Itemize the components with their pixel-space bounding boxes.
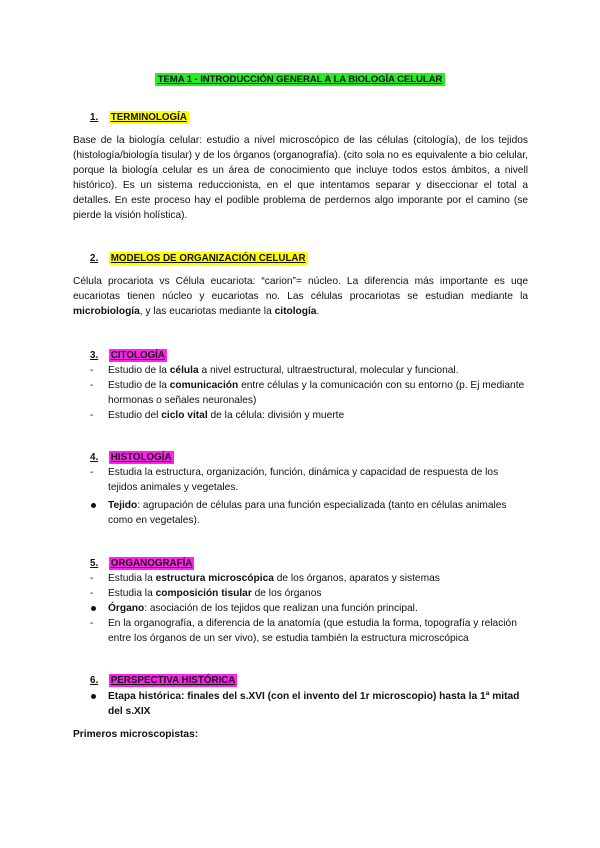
section-title: ORGANOGRAFÍA bbox=[110, 558, 193, 569]
item-text: entre células y la comunicación con su entorno (p. Ej mediante hormonas o señales neuronales) bbox=[108, 380, 525, 406]
item-text: a nivel estructural, ultraestructural, molecular y funcional. bbox=[198, 365, 459, 376]
title-row bbox=[0, 72, 600, 87]
page-title: TEMA 1 - INTRODUCCIÓN GENERAL A LA BIOLOGÍA CELULAR bbox=[155, 73, 445, 86]
section-number: 1. bbox=[90, 112, 99, 123]
item-bold: célula bbox=[169, 365, 199, 376]
microscopistas-label: Primeros microscopistas: bbox=[73, 729, 199, 740]
dash-marker: - bbox=[90, 380, 94, 391]
dash-marker: - bbox=[90, 467, 94, 478]
section-heading-histologia bbox=[90, 450, 174, 465]
modelos-text-3: . bbox=[316, 306, 320, 317]
section-heading-terminologia bbox=[90, 110, 189, 125]
list-item bbox=[90, 689, 528, 719]
modelos-bold-1: microbiología bbox=[73, 306, 140, 317]
historica-list bbox=[90, 689, 528, 719]
item-text: de los órganos bbox=[251, 588, 322, 599]
section-number: 3. bbox=[90, 350, 99, 361]
section-title: PERSPECTIVA HISTÓRICA bbox=[110, 675, 236, 686]
item-text: de la célula: división y muerte bbox=[207, 410, 345, 421]
item-text: Estudia la bbox=[108, 573, 156, 584]
section-title: CITOLOGÍA bbox=[110, 350, 165, 361]
section-title: MODELOS DE ORGANIZACIÓN CELULAR bbox=[110, 253, 306, 264]
dash-marker: - bbox=[90, 410, 94, 421]
item-bold: composición tisular bbox=[155, 588, 252, 599]
section-number: 6. bbox=[90, 675, 99, 686]
list-item bbox=[90, 465, 528, 495]
item-bold: comunicación bbox=[169, 380, 239, 391]
list-item bbox=[90, 601, 528, 616]
section-number: 4. bbox=[90, 452, 99, 463]
list-item bbox=[90, 498, 528, 528]
organografia-list bbox=[90, 571, 528, 646]
modelos-bold-2: citología bbox=[274, 306, 317, 317]
dash-marker: - bbox=[90, 588, 94, 599]
item-text: Estudio del bbox=[108, 410, 162, 421]
section-title: HISTOLOGÍA bbox=[110, 452, 172, 463]
list-item bbox=[90, 616, 528, 646]
terminologia-paragraph: Base de la biología celular: estudio a nivel microscópico de las células (citología), de los tejidos (histología/biología tisular) y de los órganos (organografía). (cito sola no es equivalente a bio celular, porque la biología celular es un área de conocimiento que incluye todos estos ámbitos, a nivell histórico). Es un sistema reduccionista, en el que intentamos separar y diseccionar el total a detalles. En este proceso hay el podible problema de perdernos algo imporante por el camino (se pierde la visión holística). bbox=[73, 135, 528, 221]
item-bold: estructura microscópica bbox=[155, 573, 274, 584]
item-bold: Órgano bbox=[108, 603, 145, 614]
section-title: TERMINOLOGÍA bbox=[110, 112, 187, 123]
modelos-text-1: Célula procariota vs Célula eucariota: “carion”= núcleo. La diferencia más importante es uqe eucariotas tienen núcleo y eucariotas no. Las células procariotas se estudian mediante la bbox=[73, 276, 528, 302]
list-item bbox=[90, 378, 528, 408]
item-text: de los órganos, aparatos y sistemas bbox=[273, 573, 440, 584]
item-bold: Tejido bbox=[108, 500, 138, 511]
section-heading-historica bbox=[90, 673, 237, 688]
list-item bbox=[90, 408, 528, 423]
section-heading-modelos bbox=[90, 251, 308, 266]
item-text: Estudio de la bbox=[108, 380, 170, 391]
section-number: 5. bbox=[90, 558, 99, 569]
list-item bbox=[90, 363, 528, 378]
modelos-text-2: , y las eucariotas mediante la bbox=[139, 306, 275, 317]
item-text: Estudio de la bbox=[108, 365, 170, 376]
item-text: : agrupación de células para una función especializada (tanto en células animales como en vegetales). bbox=[108, 500, 507, 526]
section-heading-citologia bbox=[90, 348, 167, 363]
list-item bbox=[90, 571, 528, 586]
section-heading-organografia bbox=[90, 556, 194, 571]
item-bold: Etapa histórica: finales del s.XVI (con el invento del 1r microscopio) hasta la 1ª mitad del s.XIX bbox=[108, 691, 520, 717]
dash-marker: - bbox=[90, 365, 94, 376]
item-text: En la organografía, a diferencia de la anatomía (que estudia la forma, topografía y relación entre los órganos de un ser vivo), se estudia también la estructura microscópica bbox=[108, 618, 517, 644]
dash-marker: - bbox=[90, 573, 94, 584]
histologia-list bbox=[90, 465, 528, 528]
modelos-paragraph bbox=[73, 274, 528, 319]
item-bold: ciclo vital bbox=[161, 410, 208, 421]
citologia-list bbox=[90, 363, 528, 423]
section-number: 2. bbox=[90, 253, 99, 264]
dash-marker: - bbox=[90, 618, 94, 629]
item-text: Estudia la bbox=[108, 588, 156, 599]
item-text: Estudia la estructura, organización, función, dinámica y capacidad de respuesta de los tejidos animales y vegetales. bbox=[108, 467, 499, 493]
item-text: : asociación de los tejidos que realizan una función principal. bbox=[144, 603, 418, 614]
list-item bbox=[90, 586, 528, 601]
